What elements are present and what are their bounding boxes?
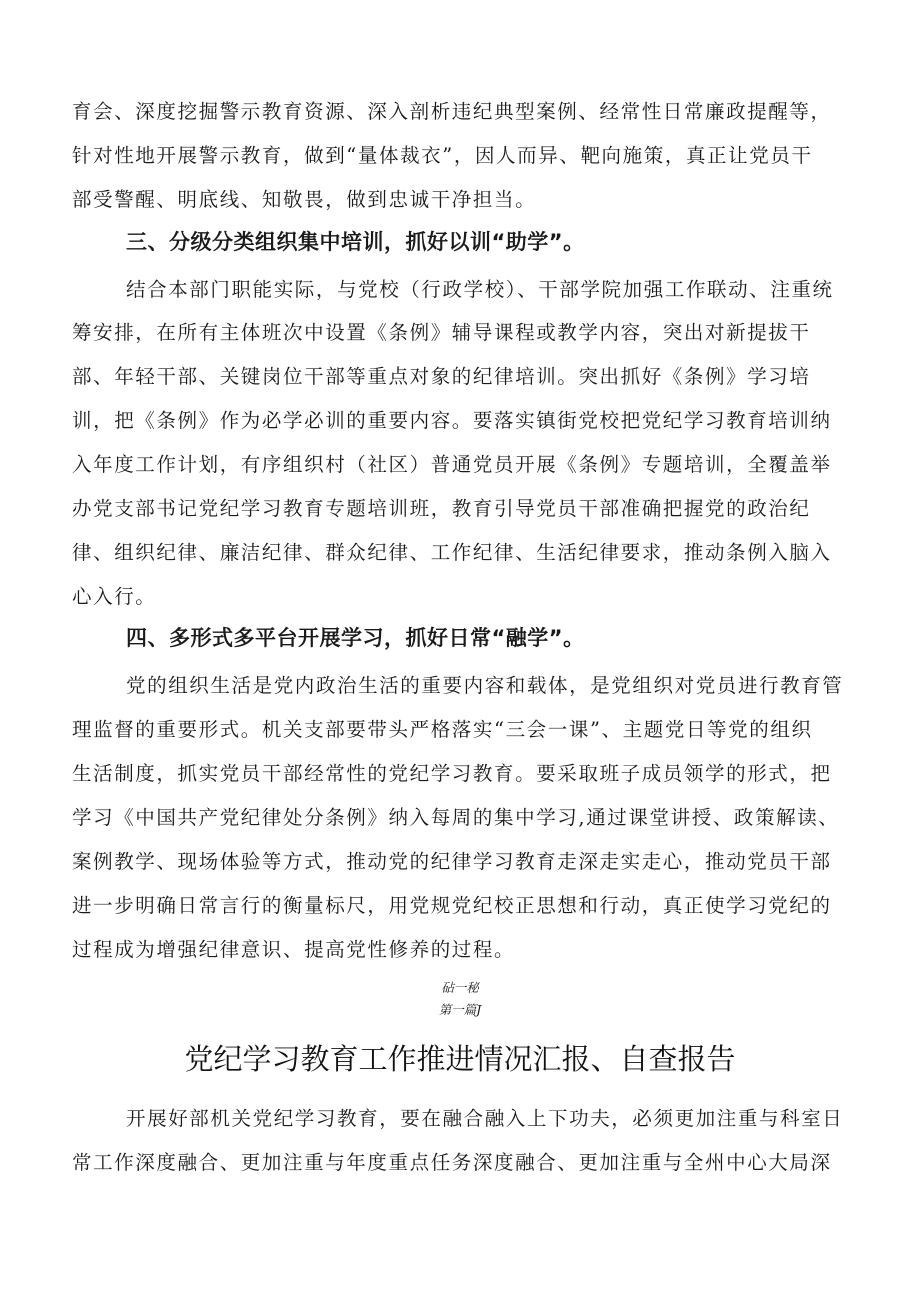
body-line: 开展好部机关党纪学习教育，要在融合融入上下功夫，必须更加注重与科室日 bbox=[126, 1107, 844, 1130]
body-line: 党的组织生活是党内政治生活的重要内容和载体，是党组织对党员进行教育管 bbox=[126, 674, 844, 697]
divider-mark: 砧一秘 bbox=[441, 980, 479, 995]
section-heading-3: 三、分级分类组织集中培训，抓好以训“助学”。 bbox=[126, 230, 585, 254]
body-line: 常工作深度融合、更加注重与年度重点任务深度融合、更加注重与全州中心大局深 bbox=[72, 1151, 832, 1174]
body-line: 筹安排，在所有主体班次中设置《条例》辅导课程或教学内容，突出对新提拔干 bbox=[72, 321, 811, 344]
body-line: 生活制度，抓实党员干部经常性的党纪学习教育。要采取班子成员领学的形式，把 bbox=[72, 762, 832, 785]
body-line: 结合本部门职能实际，与党校（行政学校）、干部学院加强工作联动、注重统 bbox=[126, 278, 834, 301]
body-line: 进一步明确日常言行的衡量标尺，用党规党纪校正思想和行动，真正使学习党纪的 bbox=[72, 894, 832, 917]
body-line: 部、年轻干部、关键岗位干部等重点对象的纪律培训。突出抓好《条例》学习培 bbox=[72, 365, 811, 388]
document-title: 党纪学习教育工作推进情况汇报、自查报告 bbox=[184, 1042, 736, 1076]
body-line: 心入行。 bbox=[72, 585, 157, 608]
body-line: 办党支部书记党纪学习教育专题培训班，教育引导党员干部准确把握党的政治纪 bbox=[72, 497, 811, 520]
section-heading-4: 四、多形式多平台开展学习，抓好日常“融学”。 bbox=[126, 626, 585, 650]
body-line: 学习《中国共产党纪律处分条例》纳入每周的集中学习,通过课堂讲授、政策解读、 bbox=[72, 806, 840, 829]
body-line: 育会、深度挖掘警示教育资源、深入剖析违纪典型案例、经常性日常廉政提醒等， bbox=[72, 100, 832, 123]
body-line: 针对性地开展警示教育，做到“量体裁衣”，因人而异、靶向施策，真正让党员干 bbox=[72, 144, 813, 167]
part-label: 第一篇J bbox=[438, 1002, 482, 1017]
body-line: 案例教学、现场体验等方式，推动党的纪律学习教育走深走实走心，推动党员干部 bbox=[72, 850, 832, 873]
body-line: 理监督的重要形式。机关支部要带头严格落实“三会一课”、主题党日等党的组织 bbox=[72, 718, 813, 741]
body-line: 部受警醒、明底线、知敬畏，做到忠诚干净担当。 bbox=[72, 188, 537, 211]
body-line: 律、组织纪律、廉洁纪律、群众纪律、工作纪律、生活纪律要求，推动条例入脑入 bbox=[72, 541, 832, 564]
body-line: 过程成为增强纪律意识、提高党性修养的过程。 bbox=[72, 938, 516, 961]
body-line: 入年度工作计划，有序组织村（社区）普通党员开展《条例》专题培训，全覆盖举 bbox=[72, 453, 832, 476]
body-line: 训，把《条例》作为必学必训的重要内容。要落实镇街党校把党纪学习教育培训纳 bbox=[72, 409, 832, 432]
